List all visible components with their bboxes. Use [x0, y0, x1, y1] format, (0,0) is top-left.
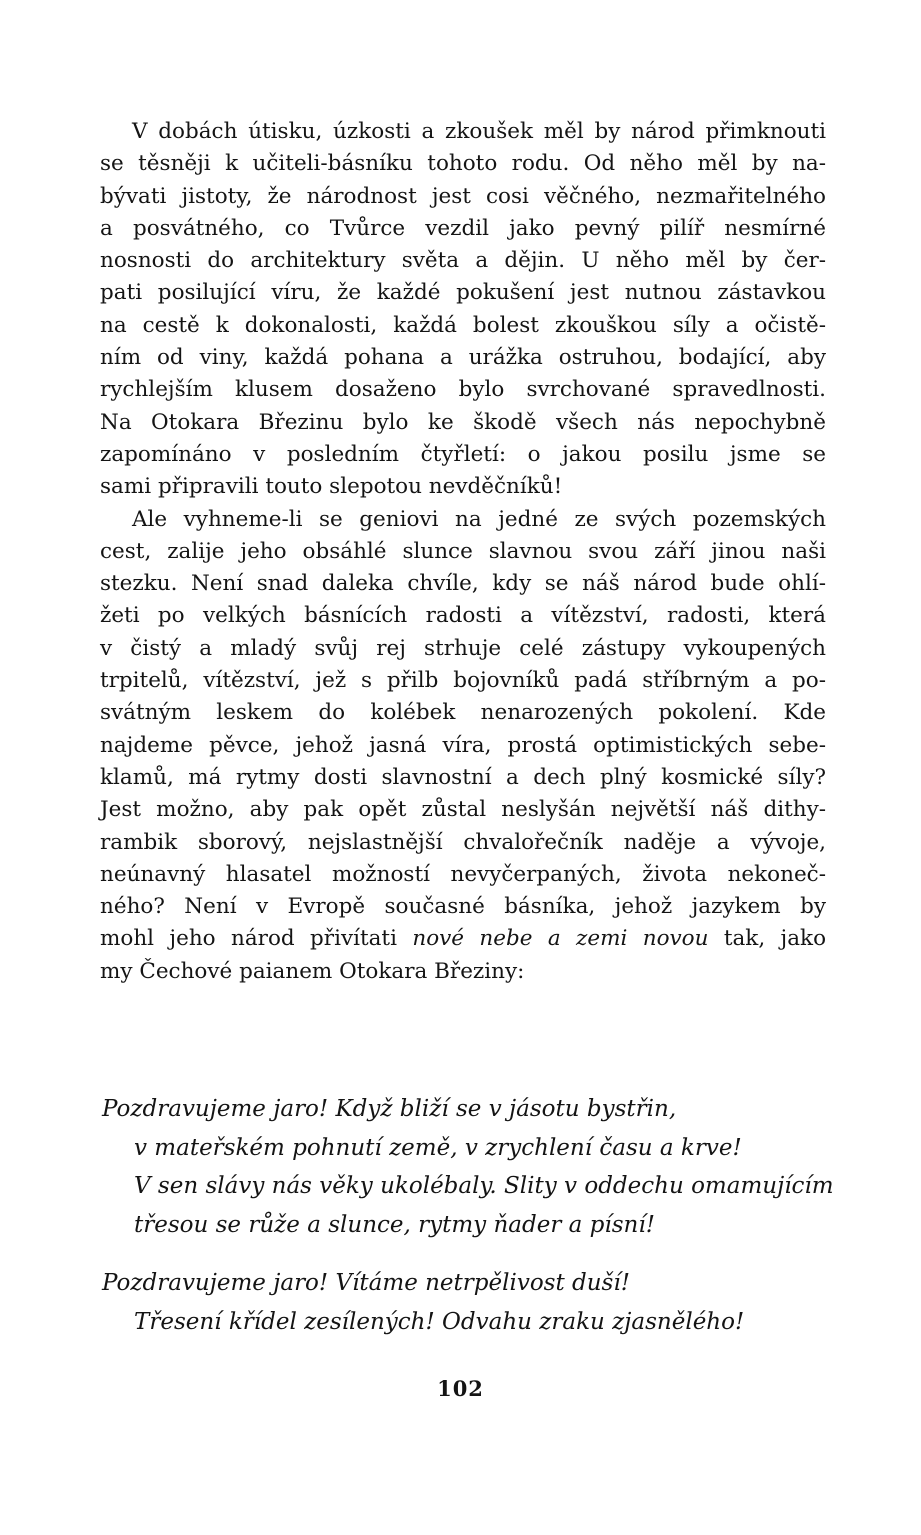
text-line: a posvátného, co Tvůrce vezdil jako pevný pilíř nesmírné: [100, 215, 826, 241]
text-line: Na Otokara Březinu bylo ke škodě všech nás nepochybně: [100, 409, 826, 435]
text-line: Ale vyhneme-li se geniovi na jedné ze svých pozemských: [132, 506, 826, 532]
poem-line: V sen slávy nás věky ukolébaly. Slity v oddechu omamujícím: [134, 1173, 834, 1200]
text-line: trpitelů, vítězství, jež s přilb bojovníků padá stříbrným a po-: [100, 668, 826, 694]
text-line: Jest možno, aby pak opět zůstal neslyšán největší náš dithy-: [100, 797, 826, 823]
text-line: V dobách útisku, úzkosti a zkoušek měl by národ přimknouti: [132, 119, 826, 144]
text-line: žeti po velkých básnících radosti a vítězství, radosti, která: [100, 603, 826, 629]
poem-stanza: [102, 1264, 842, 1341]
italic-quote: nové nebe a zemi novou: [412, 926, 709, 952]
text-line: rambik sborový, nejslastnější chvalořečník naděje a vývoje,: [100, 829, 826, 855]
text-line: najdeme pěvce, jehož jasná víra, prostá optimistických sebe-: [100, 732, 826, 758]
text-line: na cestě k dokonalosti, každá bolest zkouškou síly a očistě-: [100, 312, 826, 338]
poem-line: třesou se růže a slunce, rytmy ňader a písní!: [134, 1211, 655, 1238]
text-line: pati posilující víru, že každé pokušení jest nutnou zástavkou: [100, 280, 826, 306]
text-segment: tak, jako: [708, 926, 827, 952]
text-line: stezku. Není snad daleka chvíle, kdy se náš národ bude ohlí-: [100, 571, 826, 597]
text-line: bývati jistoty, že národnost jest cosi věčného, nezmařitelného: [100, 183, 826, 209]
poem-line: Pozdravujeme jaro! Když bliží se v jásotu bystřin,: [102, 1096, 677, 1122]
text-line: ného? Není v Evropě současné básníka, jehož jazykem by: [100, 894, 826, 920]
text-line: rychlejším klusem dosaženo bylo svrchované spravedlnosti.: [100, 377, 826, 403]
text-segment: mohl jeho národ přivítati: [100, 926, 413, 952]
prose-text: [100, 116, 826, 988]
text-line: svátným leskem do kolébek nenarozených pokolení. Kde: [100, 700, 826, 726]
poem-line: Pozdravujeme jaro! Vítáme netrpělivost duší!: [102, 1270, 630, 1296]
poem-line: v mateřském pohnutí země, v zrychlení času a krve!: [134, 1134, 742, 1161]
text-line: sami připravili touto slepotou nevděčníků!: [100, 474, 563, 500]
poem-stanza: [102, 1090, 842, 1244]
text-line: [100, 923, 826, 955]
page-number: 102: [437, 1376, 484, 1401]
poem-line: Třesení křídel zesílených! Odvahu zraku zjasnělého!: [134, 1308, 745, 1335]
text-line: ním od viny, každá pohana a urážka ostruhou, bodající, aby: [100, 345, 826, 371]
text-line: nosnosti do architektury světa a dějin. U něho měl by čer-: [100, 248, 826, 274]
text-line: zapomínáno v posledním čtyřletí: o jakou posilu jsme se: [100, 441, 826, 467]
text-line: v čistý a mladý svůj rej strhuje celé zástupy vykoupených: [100, 635, 826, 661]
text-line: neúnavný hlasatel možností nevyčerpaných, života nekoneč-: [100, 861, 826, 887]
text-line: cest, zalije jeho obsáhlé slunce slavnou svou září jinou naši: [100, 538, 826, 564]
text-line: my Čechové paianem Otokara Březiny:: [100, 958, 525, 984]
text-line: klamů, má rytmy dosti slavnostní a dech plný kosmické síly?: [100, 764, 826, 790]
text-line: se těsněji k učiteli-básníku tohoto rodu. Od něho měl by na-: [100, 151, 826, 177]
